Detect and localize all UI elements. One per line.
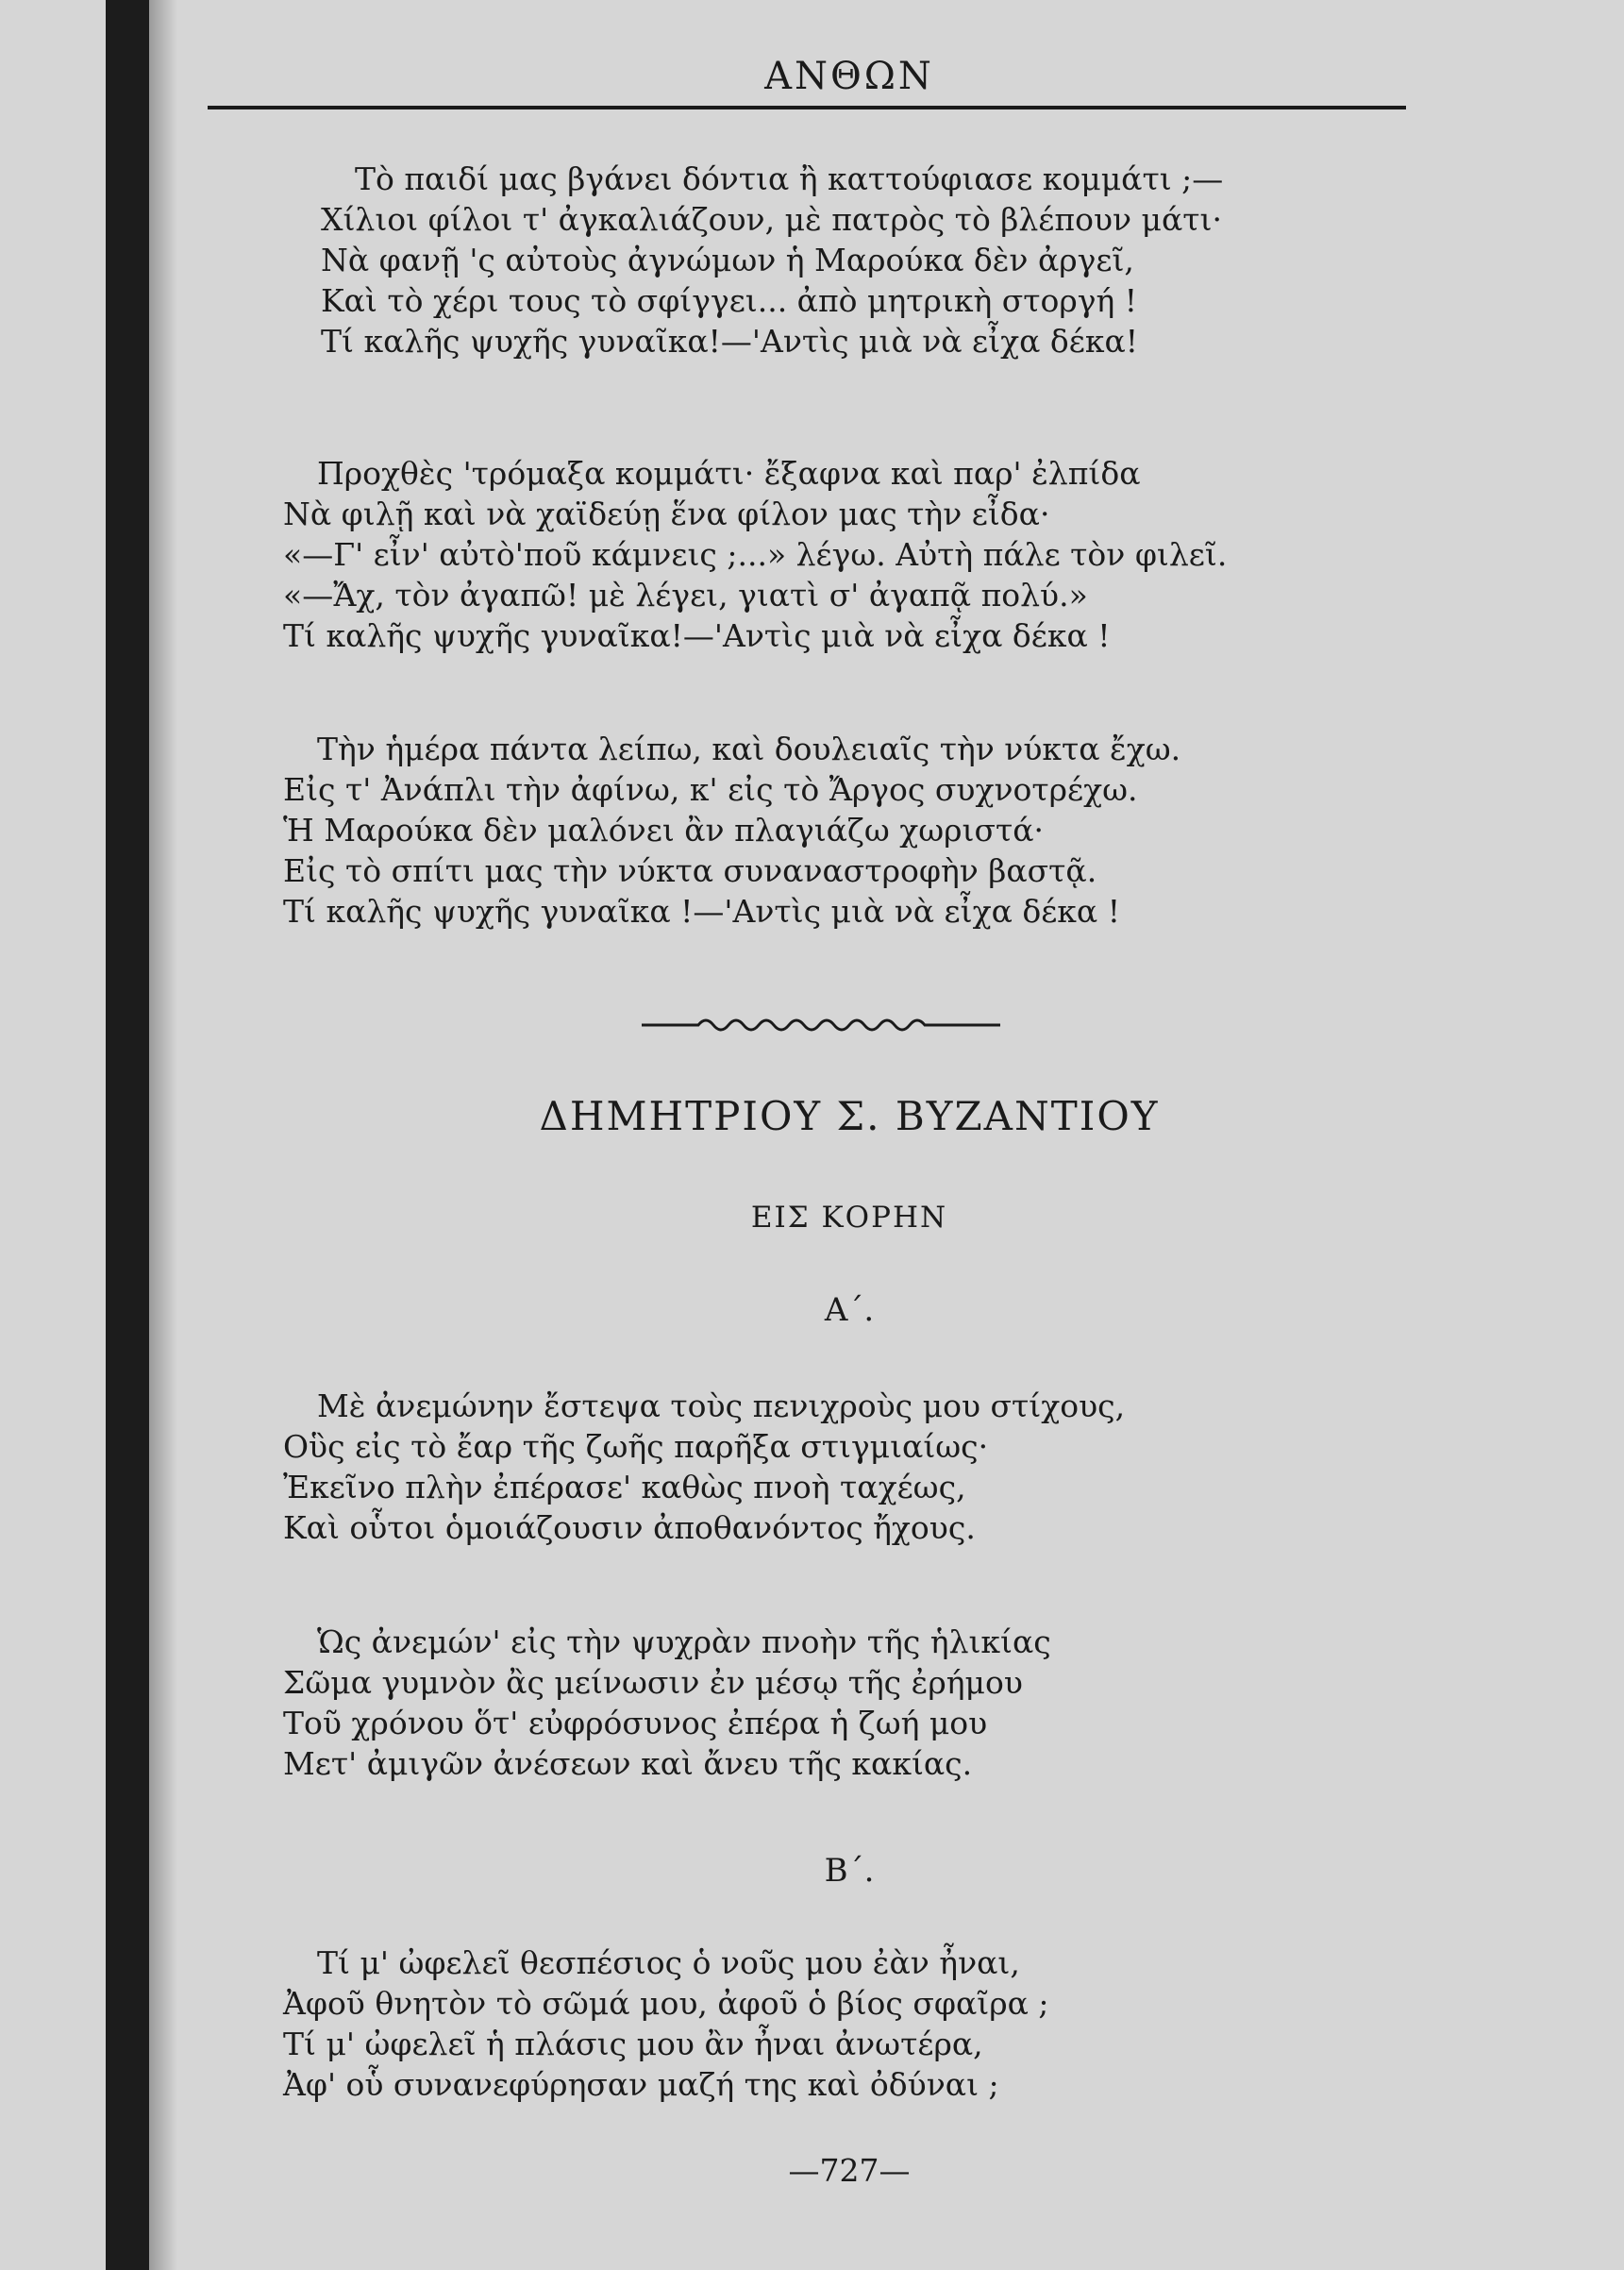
section-label-b: Β΄. bbox=[824, 1852, 875, 1890]
section-label-a: Α΄. bbox=[824, 1291, 875, 1329]
book-page bbox=[189, 0, 1510, 2270]
verse-line: Νὰ φανῇ 'ς αὐτοὺς ἀγνώμων ἡ Μαρούκα δὲν ἀργεῖ, bbox=[321, 242, 1134, 278]
poem2-section-a-stanza-1 bbox=[283, 1386, 1125, 1548]
verse-line: Εἰς τὸ σπίτι μας τὴν νύκτα συναναστροφὴν βαστᾷ. bbox=[283, 852, 1097, 889]
verse-line: Καὶ τὸ χέρι τους τὸ σφίγγει... ἀπὸ μητρικὴ στοργή ! bbox=[321, 282, 1138, 319]
poem2-section-b-stanza-1 bbox=[283, 1942, 1049, 2105]
poem1-stanza-3 bbox=[283, 729, 1180, 932]
verse-line: Ἀφοῦ θνητὸν τὸ σῶμά μου, ἀφοῦ ὁ βίος σφαῖρα ; bbox=[283, 1985, 1049, 2022]
verse-line: Μετ' ἀμιγῶν ἀνέσεων καὶ ἄνευ τῆς κακίας. bbox=[283, 1745, 973, 1782]
verse-line: Τί καλῆς ψυχῆς γυναῖκα!—'Αντὶς μιὰ νὰ εἶχα δέκα! bbox=[321, 323, 1138, 360]
verse-line: «—Ἄχ, τὸν ἀγαπῶ! μὲ λέγει, γιατὶ σ' ἀγαπᾷ πολύ.» bbox=[283, 577, 1088, 614]
verse-line: Τί μ' ὠφελεῖ θεσπέσιος ὁ νοῦς μου ἐὰν ἦναι, bbox=[317, 1944, 1020, 1981]
verse-line: Οὓς εἰς τὸ ἔαρ τῆς ζωῆς παρῆξα στιγμιαίως· bbox=[283, 1428, 989, 1465]
verse-line: Προχθὲς 'τρόμαξα κομμάτι· ἔξαφνα καὶ παρ' ἐλπίδα bbox=[317, 455, 1141, 492]
verse-line: Τί καλῆς ψυχῆς γυναῖκα!—'Αντὶς μιὰ νὰ εἶχα δέκα ! bbox=[283, 617, 1111, 654]
verse-line: Ἡ Μαρούκα δὲν μαλόνει ἂν πλαγιάζω χωριστά· bbox=[283, 812, 1045, 849]
running-header: ΑΝΘΩΝ bbox=[764, 55, 934, 98]
verse-line: Χίλιοι φίλοι τ' ἀγκαλιάζουν, μὲ πατρὸς τὸ βλέπουν μάτι· bbox=[321, 201, 1222, 238]
verse-line: Καὶ οὗτοι ὁμοιάζουσιν ἀποθανόντος ἤχους. bbox=[283, 1509, 976, 1546]
verse-line: «—Γ' εἶν' αὐτὸ'ποῦ κάμνεις ;...» λέγω. Αὐτὴ πάλε τὸν φιλεῖ. bbox=[283, 536, 1228, 573]
verse-line: Σῶμα γυμνὸν ἂς μείνωσιν ἐν μέσῳ τῆς ἐρήμου bbox=[283, 1664, 1023, 1701]
verse-line: Τί καλῆς ψυχῆς γυναῖκα !—'Αντὶς μιὰ νὰ εἶχα δέκα ! bbox=[283, 893, 1120, 930]
header-rule bbox=[208, 106, 1406, 109]
poem2-section-a-stanza-2 bbox=[283, 1622, 1051, 1784]
verse-line: Εἰς τ' Ἀνάπλι τὴν ἀφίνω, κ' εἰς τὸ Ἄργος συχνοτρέχω. bbox=[283, 771, 1138, 808]
poem1-stanza-1 bbox=[321, 159, 1223, 362]
poem-title: ΕΙΣ ΚΟΡΗΝ bbox=[750, 1201, 948, 1235]
book-spine-shadow bbox=[106, 0, 149, 2270]
poem1-stanza-2 bbox=[283, 453, 1227, 656]
author-heading: ΔΗΜΗΤΡΙΟΥ Σ. ΒΥΖΑΝΤΙΟΥ bbox=[539, 1093, 1160, 1139]
wavy-ornament-divider bbox=[632, 1012, 1010, 1034]
verse-line: Ὡς ἀνεμών' εἰς τὴν ψυχρὰν πνοὴν τῆς ἡλικίας bbox=[317, 1623, 1051, 1660]
verse-line: Μὲ ἀνεμώνην ἔστεψα τοὺς πενιχροὺς μου στίχους, bbox=[317, 1387, 1126, 1424]
verse-line: Τὴν ἡμέρα πάντα λείπω, καὶ δουλειαῖς τὴν νύκτα ἔχω. bbox=[317, 731, 1181, 767]
page-number: —727— bbox=[788, 2152, 911, 2189]
verse-line: Τί μ' ὠφελεῖ ἡ πλάσις μου ἂν ἦναι ἀνωτέρα, bbox=[283, 2026, 983, 2062]
verse-line: Νὰ φιλῇ καὶ νὰ χαϊδεύῃ ἕνα φίλον μας τὴν εἶδα· bbox=[283, 496, 1050, 532]
verse-line: Τὸ παιδί μας βγάνει δόντια ἢ καττούφιασε κομμάτι ;— bbox=[355, 160, 1224, 197]
verse-line: Ἐκεῖνο πλὴν ἐπέρασε' καθὼς πνοὴ ταχέως, bbox=[283, 1469, 966, 1505]
gutter-shading bbox=[149, 0, 177, 2270]
verse-line: Τοῦ χρόνου ὅτ' εὐφρόσυνος ἐπέρα ἡ ζωή μου bbox=[283, 1705, 988, 1741]
verse-line: Ἀφ' οὗ συνανεφύρησαν μαζή της καὶ ὀδύναι ; bbox=[283, 2066, 999, 2103]
